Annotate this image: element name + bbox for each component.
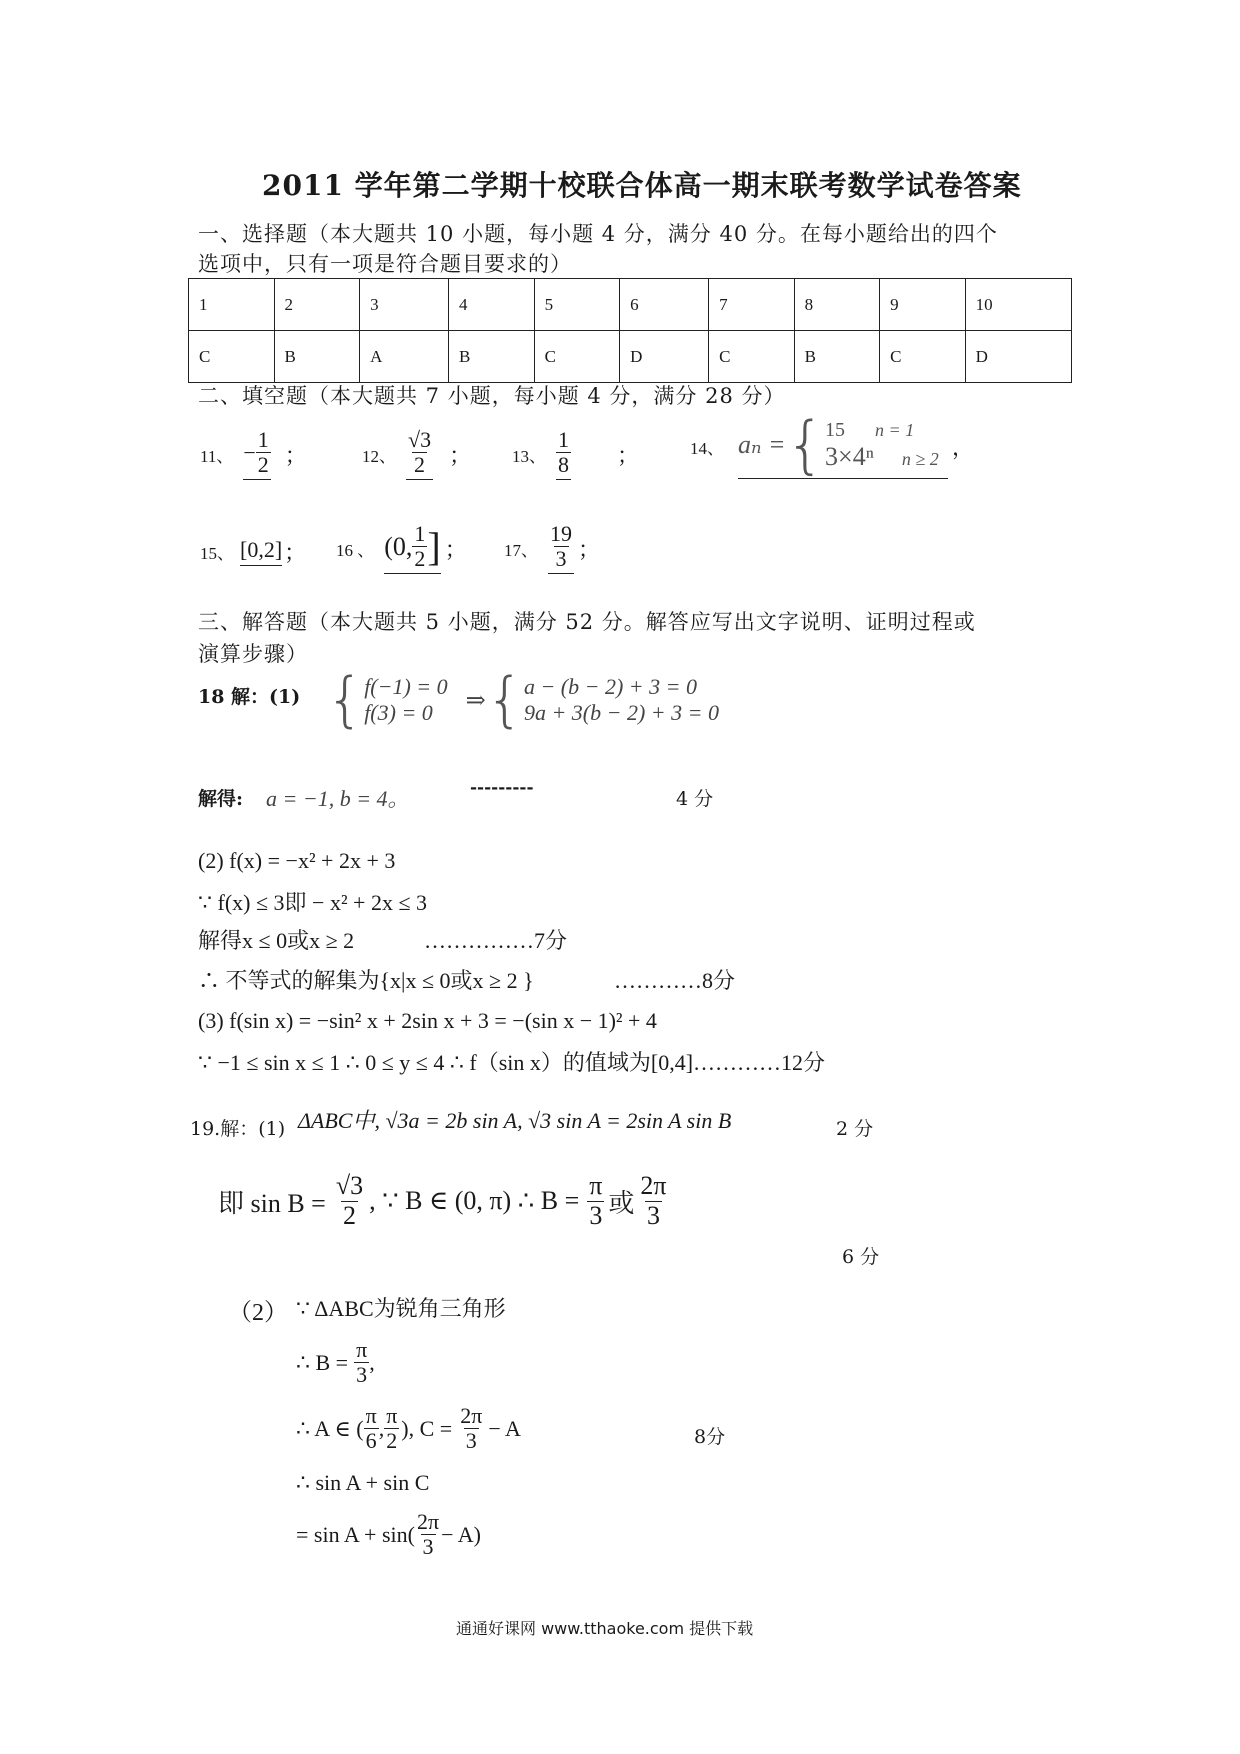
q16-label: 16 、	[336, 540, 375, 560]
q11-sep: ；	[284, 442, 307, 468]
q19-p2-line3-n2: π	[386, 1403, 398, 1428]
q15-answer: [0,2]	[240, 537, 282, 566]
q19-p2-line3-d1: 6	[365, 1428, 377, 1454]
table-cell: A	[360, 331, 449, 383]
table-cell: 4	[449, 279, 535, 331]
section-3-heading-cont: 演算步骤）	[198, 642, 308, 666]
table-cell: D	[620, 331, 709, 383]
fill-q13	[512, 428, 639, 480]
q19-line1: ΔABC中, √3a = 2b sin A, √3 sin A = 2sin A sin B	[298, 1108, 732, 1133]
q16-numerator: 1	[414, 521, 426, 546]
table-cell: 1	[189, 279, 275, 331]
q19-line2-a-den: 3	[589, 1200, 603, 1230]
q19-p2-line3-n1: π	[365, 1403, 377, 1428]
fill-q15	[200, 536, 306, 567]
q19-line2-b-den: 3	[646, 1200, 660, 1230]
q15-sep: ；	[284, 540, 307, 565]
q14-brace: {	[785, 408, 826, 481]
table-cell: 5	[534, 279, 620, 331]
q18-label: 18 解：(1)	[198, 686, 301, 708]
q19-p2-line5-frac	[415, 1510, 441, 1559]
q19-score1: 2 分	[836, 1118, 874, 1140]
q19-p2-line2-den: 3	[356, 1362, 368, 1388]
multiple-choice-answer-table	[188, 278, 1072, 383]
q17-fraction	[548, 522, 574, 571]
q19-p2-line3-d3: 3	[465, 1428, 477, 1454]
q19-p2-line3-d2: 2	[386, 1428, 398, 1454]
q11-fraction	[256, 428, 271, 477]
q18-system	[326, 665, 719, 735]
q14-case-row-2	[825, 442, 939, 472]
q18-p2-dots3: ……………7分	[424, 928, 568, 953]
q13-label: 13、	[512, 446, 546, 466]
q14-label: 14、	[690, 439, 724, 458]
q19-p2-line2-post: ,	[369, 1349, 375, 1375]
q19-p2-line5-post: − A)	[441, 1521, 481, 1547]
q17-answer	[548, 522, 574, 574]
q16-denominator: 2	[414, 546, 426, 572]
q14-lhs: aₙ =	[738, 430, 786, 459]
q14-sep: ，	[952, 435, 975, 460]
q17-denominator: 3	[555, 546, 567, 572]
footer-text: 通通好课网 www.tthaoke.com 提供下载	[456, 1619, 754, 1638]
q15-label: 15、	[200, 544, 234, 563]
q14-cond2: n ≥ 2	[901, 448, 939, 469]
q18-arrow: ⇒	[465, 687, 486, 714]
q19-p2-line3-post: − A	[488, 1415, 521, 1441]
q13-answer	[556, 428, 571, 480]
q14-cond1: n = 1	[875, 419, 915, 440]
q18-p2-line3: 解得x ≤ 0或x ≥ 2	[198, 928, 355, 953]
q19-p2-line2	[296, 1338, 375, 1387]
q19-line2-a-num: π	[589, 1171, 603, 1200]
q19-p2-line2-frac	[354, 1338, 369, 1387]
q19-line2-den: 2	[343, 1200, 356, 1230]
q18-solved: a = −1, b = 4。	[266, 786, 410, 811]
q19-p2-line3-pre: ∴ A ∈ (	[296, 1415, 364, 1441]
q18-system-2	[524, 674, 719, 726]
q19-score2: 6 分	[842, 1246, 880, 1268]
q12-denominator: 2	[414, 452, 426, 478]
table-cell: B	[449, 331, 535, 383]
q16-left: (0,	[384, 531, 413, 561]
q17-numerator: 19	[550, 521, 572, 546]
table-cell: 10	[965, 279, 1071, 331]
q18-p3-line1: (3) f(sin x) = −sin² x + 2sin x + 3 = −(sin x − 1)² + 4	[198, 1008, 657, 1033]
fill-q12	[362, 428, 471, 480]
q18-brace-2: {	[485, 665, 524, 735]
q16-sep: ；	[444, 536, 467, 562]
table-cell: 7	[709, 279, 795, 331]
q14-case2: 3×4ⁿ	[825, 441, 874, 471]
table-cell: B	[794, 331, 880, 383]
q19-p2-line3-mid: ), C =	[401, 1415, 453, 1441]
q18-p2-line2: ∵ f(x) ≤ 3即 − x² + 2x ≤ 3	[198, 890, 428, 915]
q17-label: 17、	[504, 540, 538, 560]
q18-brace-1: {	[326, 665, 365, 735]
section-2-heading: 二、填空题（本大题共 7 小题，每小题 4 分，满分 28 分）	[198, 384, 786, 408]
q14-cases	[825, 419, 939, 472]
q12-sep: ；	[449, 442, 472, 468]
fill-q14	[690, 408, 975, 481]
q12-numerator: √3	[408, 427, 432, 452]
q19-p2-line1: ∵ ΔABC为锐角三角形	[296, 1296, 506, 1321]
q19-line2-mid: , ∵ B ∈ (0, π) ∴ B =	[369, 1186, 580, 1216]
q12-fraction	[406, 428, 433, 477]
q19-line2	[218, 1172, 669, 1230]
q19-p2-label: （2）	[228, 1300, 288, 1326]
q19-p2-line5	[296, 1510, 481, 1559]
table-cell: 8	[794, 279, 880, 331]
q19-p2-line4: ∴ sin A + sin C	[296, 1470, 430, 1495]
fill-q17	[504, 522, 600, 574]
table-cell: B	[274, 331, 360, 383]
q11-sign: −	[243, 439, 256, 465]
q14-case1: 15	[825, 418, 846, 441]
q13-fraction	[556, 428, 571, 477]
q14-case-row-1	[825, 419, 939, 442]
q18-dots1: ---------	[470, 778, 534, 798]
q19-line2-frac	[334, 1172, 365, 1230]
table-cell: C	[709, 331, 795, 383]
section-1-heading: 一、选择题（本大题共 10 小题，每小题 4 分，满分 40 分。在每小题给出的四个	[198, 222, 998, 246]
fill-q11	[200, 428, 307, 480]
q18-solved-label: 解得:	[198, 788, 244, 810]
fill-q16	[336, 522, 467, 574]
q19-p2-line3-frac3	[458, 1404, 484, 1453]
q19-line2-b-num: 2π	[640, 1171, 667, 1200]
table-cell: 6	[620, 279, 709, 331]
section-1-heading-cont: 选项中，只有一项是符合题目要求的）	[198, 252, 572, 276]
q19-p2-line3-frac1	[364, 1404, 379, 1453]
q18-sys1b: f(3) = 0	[364, 700, 433, 725]
q18-sys2b: 9a + 3(b − 2) + 3 = 0	[523, 700, 719, 725]
q13-numerator: 1	[558, 427, 569, 452]
q11-answer	[243, 428, 270, 480]
answer-row	[189, 331, 1072, 383]
table-cell: C	[189, 331, 275, 383]
table-cell: 2	[274, 279, 360, 331]
q19-p2-line3-frac2	[384, 1404, 399, 1453]
q12-label: 12、	[362, 446, 396, 466]
q19-label: 19.解：(1)	[190, 1118, 286, 1140]
q19-score3: 8分	[694, 1426, 726, 1448]
q19-line2-num: √3	[335, 1171, 364, 1200]
q16-fraction	[412, 522, 427, 571]
q16-answer	[384, 522, 441, 574]
q11-numerator: 1	[257, 427, 269, 452]
page-title: 2011 学年第二学期十校联合体高一期末联考数学试卷答案	[262, 169, 1022, 202]
q11-label: 11、	[200, 446, 234, 466]
q19-p2-line2-pre: ∴ B =	[296, 1349, 349, 1375]
q18-p2-line4: ∴ 不等式的解集为{x|x ≤ 0或x ≥ 2 }	[198, 968, 534, 993]
q18-sys1a: f(−1) = 0	[364, 674, 448, 699]
q18-p3-line2: ∵ −1 ≤ sin x ≤ 1 ∴ 0 ≤ y ≤ 4 ∴ f（sin x）的值域为[0,4]…………12分	[198, 1050, 826, 1075]
q18-sys2a: a − (b − 2) + 3 = 0	[523, 674, 697, 699]
q12-answer	[406, 428, 433, 480]
table-cell: C	[880, 331, 966, 383]
section-3-heading: 三、解答题（本大题共 5 小题，满分 52 分。解答应写出文字说明、证明过程或	[198, 610, 976, 634]
q11-denominator: 2	[257, 452, 269, 478]
table-cell: C	[534, 331, 620, 383]
q19-p2-line2-num: π	[356, 1337, 368, 1362]
q19-p2-line5-den: 3	[422, 1534, 434, 1560]
question-number-row	[189, 279, 1072, 331]
q19-line2-frac-b	[638, 1172, 668, 1230]
q19-p2-line5-pre: = sin A + sin(	[296, 1521, 415, 1547]
q16-right: ]	[427, 524, 441, 570]
table-cell: 9	[880, 279, 966, 331]
table-cell: D	[965, 331, 1071, 383]
q17-sep: ；	[578, 536, 601, 562]
q19-line2-or: 或	[608, 1188, 635, 1218]
q13-sep: ；	[617, 442, 640, 468]
q18-p2-line1: (2) f(x) = −x² + 2x + 3	[198, 848, 396, 873]
q18-score1: 4 分	[676, 788, 714, 810]
q14-answer	[738, 408, 948, 481]
q19-p2-line3-n3: 2π	[460, 1403, 483, 1428]
q19-p2-line3	[296, 1404, 521, 1453]
q19-line2-pre: 即 sin B =	[218, 1188, 326, 1218]
q19-p2-line3-comma: ,	[378, 1415, 385, 1441]
q19-p2-line5-num: 2π	[416, 1509, 440, 1534]
q18-system-1	[364, 674, 447, 726]
q13-denominator: 8	[558, 452, 569, 478]
table-cell: 3	[360, 279, 449, 331]
q18-p2-dots4: …………8分	[614, 968, 736, 993]
q19-line2-frac-a	[587, 1172, 604, 1230]
